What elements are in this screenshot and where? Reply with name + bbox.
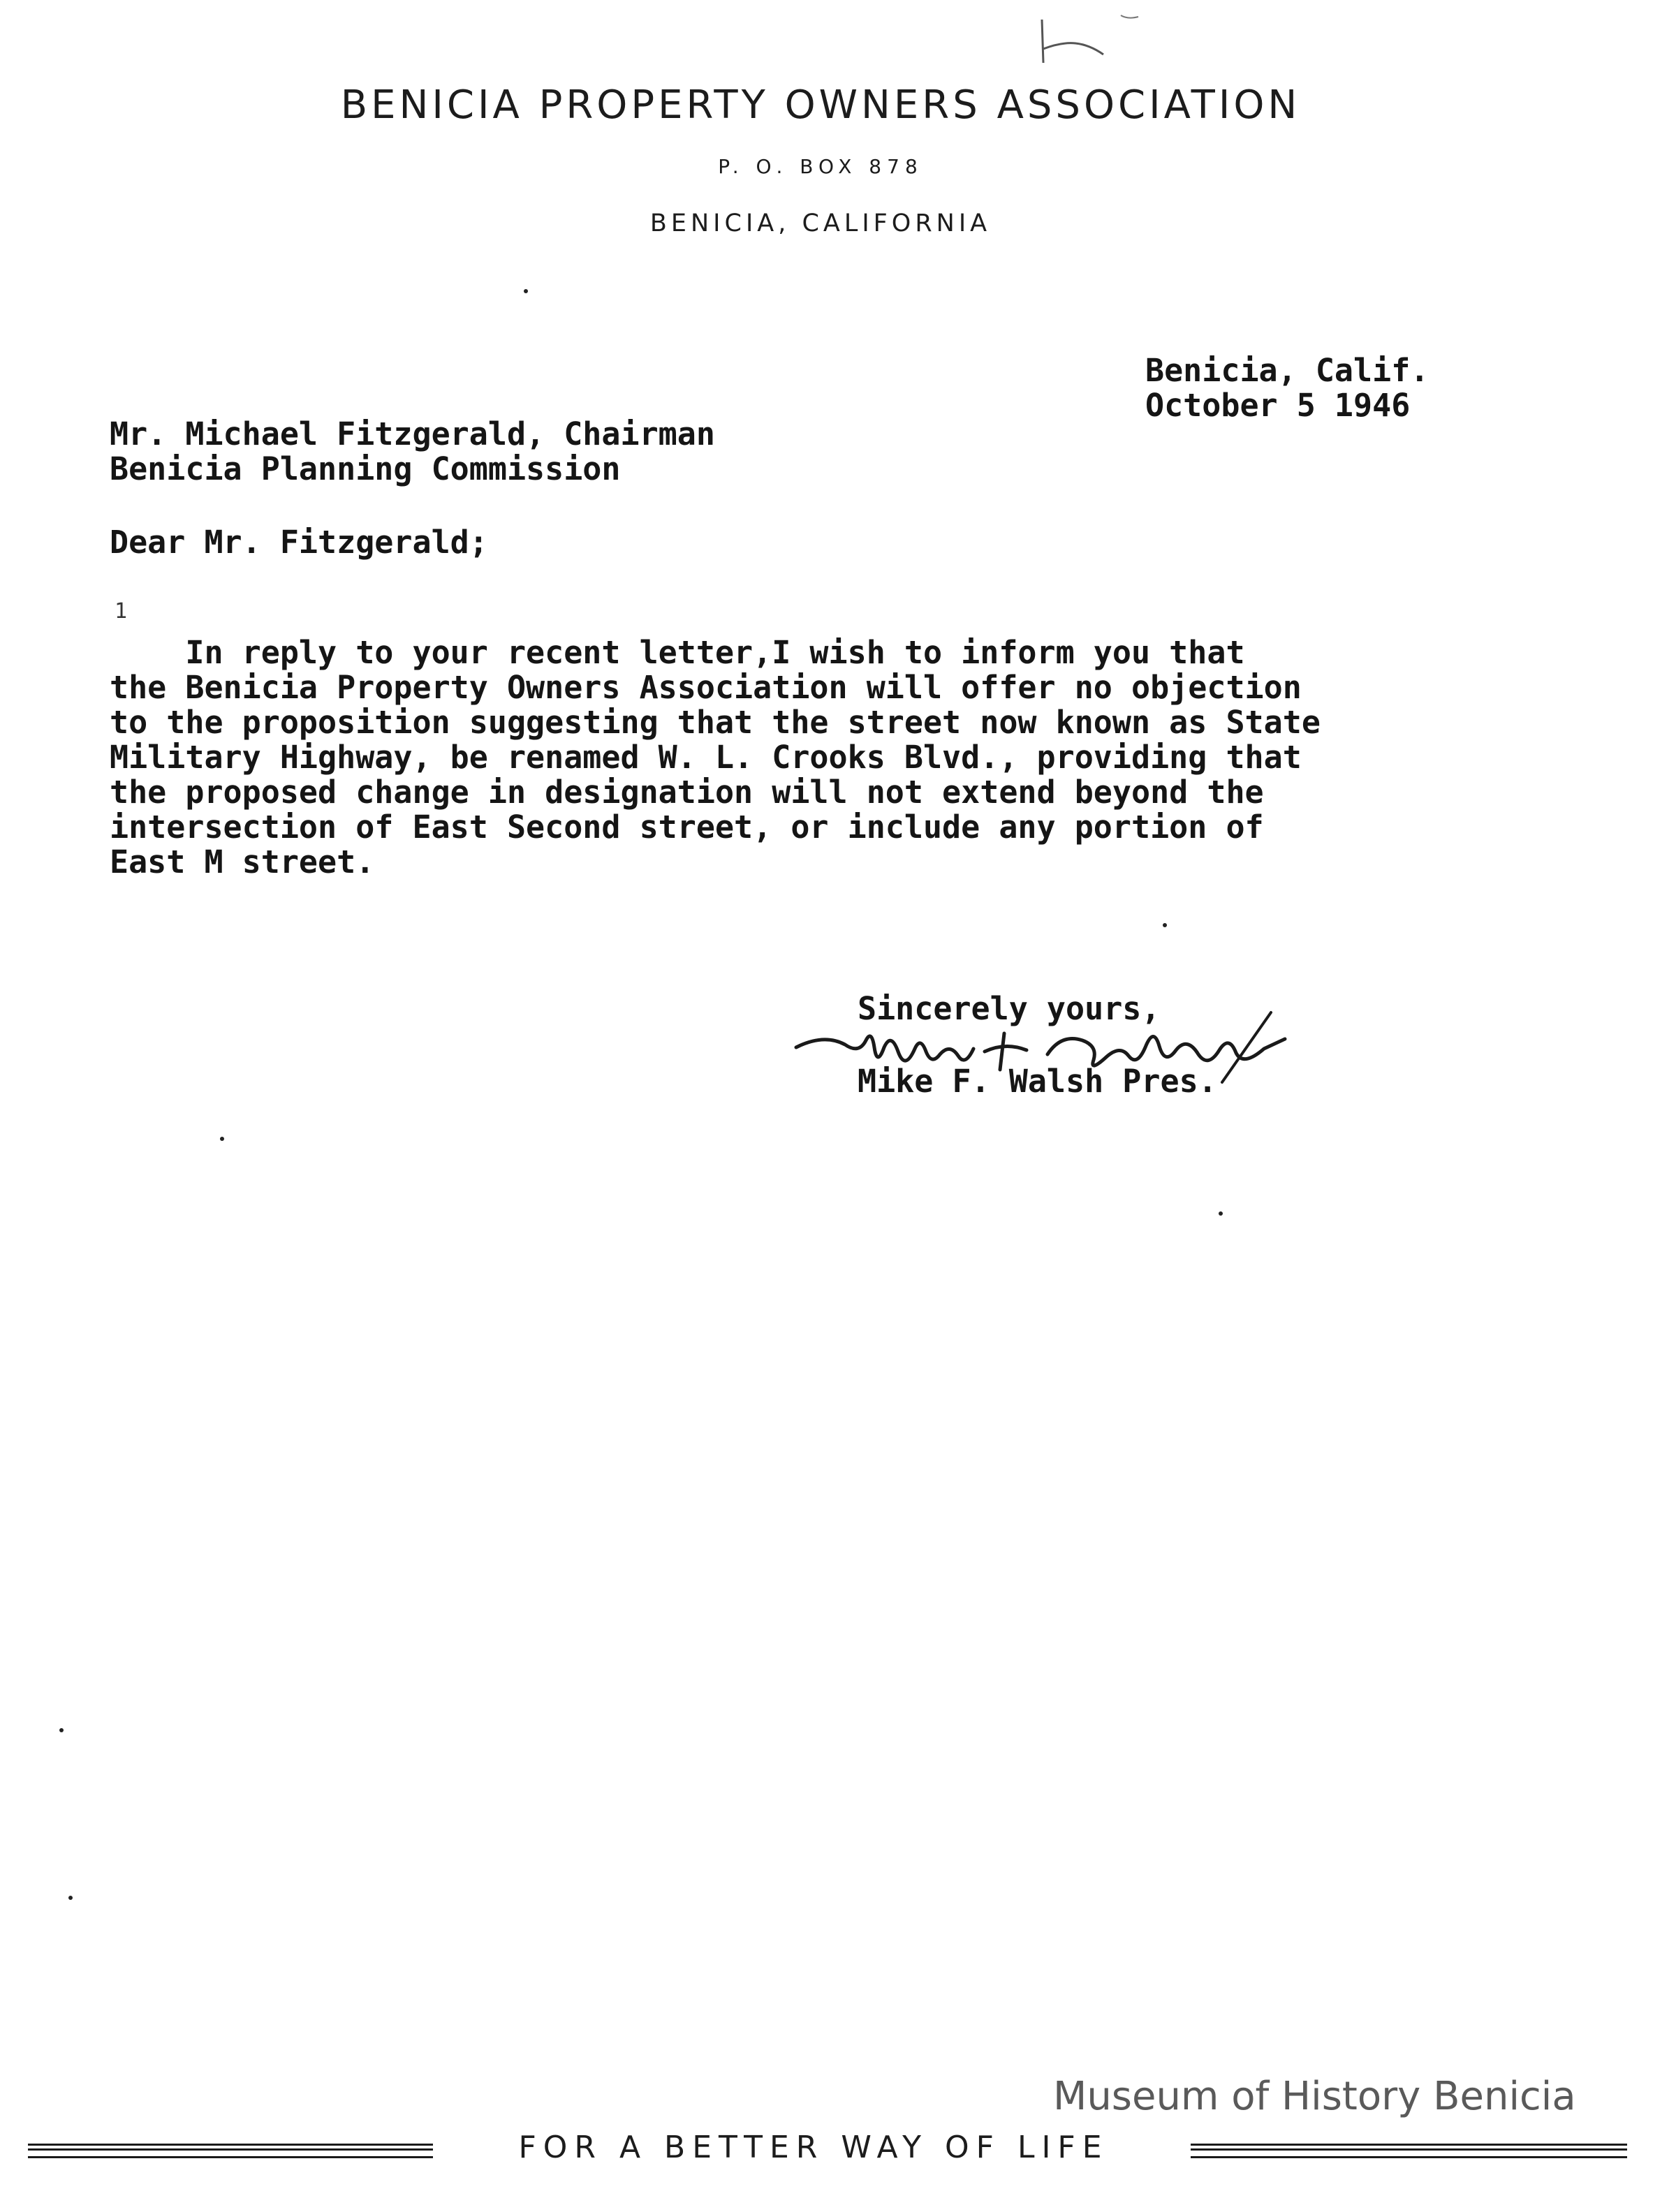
letterhead-po-box: P. O. BOX 878 bbox=[718, 155, 923, 178]
footer-rule-left-lower bbox=[28, 2156, 433, 2158]
scan-speck bbox=[220, 1137, 224, 1141]
scan-speck bbox=[59, 1728, 64, 1732]
letter-dateline: Benicia, Calif. October 5 1946 bbox=[1145, 352, 1429, 424]
footer-motto: FOR A BETTER WAY OF LIFE bbox=[518, 2130, 1109, 2165]
footer-rule-right bbox=[1191, 2144, 1627, 2151]
page-mark: 1 bbox=[115, 599, 128, 624]
letter-salutation: Dear Mr. Fitzgerald; bbox=[110, 524, 488, 561]
scan-speck bbox=[524, 289, 528, 293]
letter-closing: Sincerely yours, bbox=[858, 990, 1161, 1027]
footer-rule-left bbox=[28, 2144, 433, 2151]
scan-speck bbox=[1219, 1211, 1223, 1216]
pencil-mark-icon bbox=[1034, 14, 1145, 77]
letterhead-organization: BENICIA PROPERTY OWNERS ASSOCIATION bbox=[340, 82, 1301, 128]
scan-speck bbox=[1163, 923, 1167, 927]
letterhead-city: BENICIA, CALIFORNIA bbox=[649, 209, 992, 237]
scan-speck bbox=[68, 1896, 73, 1900]
museum-watermark: Museum of History Benicia bbox=[1053, 2074, 1576, 2119]
letter-signer: Mike F. Walsh Pres. bbox=[858, 1063, 1217, 1100]
footer-rule-right-lower bbox=[1191, 2156, 1627, 2158]
letter-recipient: Mr. Michael Fitzgerald, Chairman Benicia Planning Commission bbox=[110, 415, 715, 487]
letter-body: In reply to your recent letter,I wish to inform you that the Benicia Property Owners Association will offer no objection to the proposition suggesting that the street now known as State Military Highway, be renamed W. L. Crooks Blvd., providing that the proposed change in designation will not extend beyond the intersection of East Second street, or include any portion of East M street. bbox=[110, 634, 1321, 880]
